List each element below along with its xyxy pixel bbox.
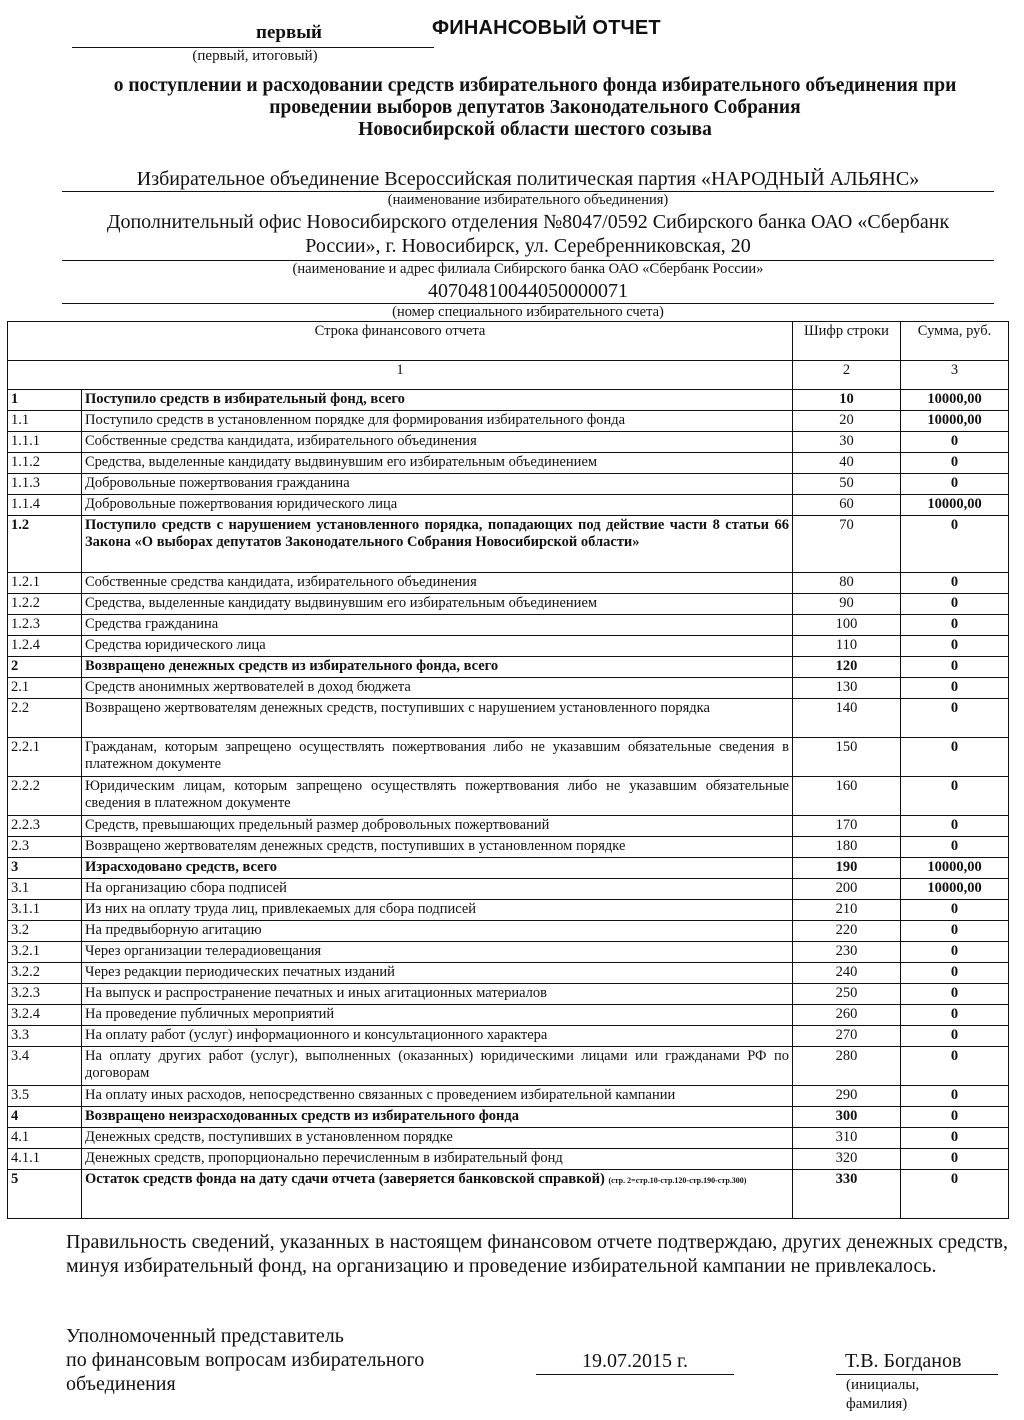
row-label-text: Средств анонимных жертвователей в доход бюджета (85, 679, 411, 695)
table-row (8, 474, 1009, 495)
row-label-text: На предвыборную агитацию (85, 922, 262, 938)
row-label-text: Собственные средства кандидата, избирательного объединения (85, 433, 477, 449)
table-row (8, 453, 1009, 474)
row-label (82, 1047, 793, 1086)
table-row (8, 777, 1009, 816)
row-number: 2.3 (8, 837, 82, 858)
row-label (82, 1086, 793, 1107)
row-number: 3.1.1 (8, 900, 82, 921)
row-label (82, 453, 793, 474)
row-sum: 0 (901, 963, 1009, 984)
row-number: 3.2.4 (8, 1005, 82, 1026)
bank-address-caption: (наименование и адрес филиала Сибирского банка ОАО «Сбербанк России» (292, 261, 764, 277)
row-label-text: Добровольные пожертвования юридического лица (85, 496, 398, 512)
row-sum: 10000,00 (901, 879, 1009, 900)
row-code: 60 (793, 495, 901, 516)
row-number: 2.2 (8, 699, 82, 738)
row-label-text: Средства юридического лица (85, 637, 266, 653)
column-number-1: 1 (8, 361, 793, 390)
table-row (8, 1170, 1009, 1219)
row-code: 310 (793, 1128, 901, 1149)
row-number: 3 (8, 858, 82, 879)
row-number: 3.2 (8, 921, 82, 942)
row-label-text: Через организации телерадиовещания (85, 943, 322, 959)
bank-address-line-1: Дополнительный офис Новосибирского отделения №8047/0592 Сибирского банка ОАО «Сбербанк (106, 211, 950, 233)
row-sum: 10000,00 (901, 858, 1009, 879)
representative-label (66, 1324, 466, 1396)
table-header-row (8, 322, 1009, 361)
row-sum: 10000,00 (901, 411, 1009, 432)
row-sum: 0 (901, 699, 1009, 738)
row-sum: 0 (901, 1170, 1009, 1219)
signatory-name-caption: (инициалы, фамилия) (846, 1377, 920, 1412)
table-row (8, 816, 1009, 837)
row-number: 3.2.1 (8, 942, 82, 963)
table-row (8, 963, 1009, 984)
row-label (82, 573, 793, 594)
row-label (82, 390, 793, 411)
table-row (8, 900, 1009, 921)
row-label-text: Поступило средств в установленном порядке для формирования избирательного фонда (85, 412, 626, 428)
row-sum: 0 (901, 1128, 1009, 1149)
row-code: 20 (793, 411, 901, 432)
report-kind-caption: (первый, итоговый) (192, 48, 318, 64)
row-sum: 0 (901, 474, 1009, 495)
row-number: 1.1 (8, 411, 82, 432)
row-label-text: Возвращено жертвователям денежных средств, поступивших с нарушением установленного порядка (85, 700, 710, 716)
row-number: 1.2.2 (8, 594, 82, 615)
table-row (8, 390, 1009, 411)
row-sum: 0 (901, 1107, 1009, 1128)
row-code: 140 (793, 699, 901, 738)
row-label (82, 432, 793, 453)
row-code: 200 (793, 879, 901, 900)
row-number: 1.2.3 (8, 615, 82, 636)
row-number: 2.2.2 (8, 777, 82, 816)
row-label (82, 963, 793, 984)
row-sum: 0 (901, 1086, 1009, 1107)
row-label (82, 594, 793, 615)
row-sum: 0 (901, 594, 1009, 615)
row-label-text: На оплату других работ (услуг), выполненных (оказанных) юридическими лицами или гражданами РФ по договорам (85, 1048, 789, 1081)
row-sum: 0 (901, 921, 1009, 942)
row-label (82, 474, 793, 495)
row-label (82, 738, 793, 777)
row-label (82, 858, 793, 879)
row-label-text: Возвращено неизрасходованных средств из избирательного фонда (85, 1108, 519, 1124)
row-code: 300 (793, 1107, 901, 1128)
row-label-text: Добровольные пожертвования гражданина (85, 475, 350, 491)
row-sum: 0 (901, 816, 1009, 837)
row-number: 1.1.3 (8, 474, 82, 495)
row-label (82, 879, 793, 900)
row-sum: 0 (901, 1005, 1009, 1026)
table-row (8, 1005, 1009, 1026)
row-number: 3.4 (8, 1047, 82, 1086)
row-number: 4.1 (8, 1128, 82, 1149)
row-number: 2.2.1 (8, 738, 82, 777)
report-kind: первый (256, 22, 322, 43)
row-code: 260 (793, 1005, 901, 1026)
row-label-text: На оплату иных расходов, непосредственно связанных с проведением избирательной кампании (85, 1087, 676, 1103)
row-code: 190 (793, 858, 901, 879)
row-label-text: На организацию сбора подписей (85, 880, 287, 896)
table-row (8, 879, 1009, 900)
row-number: 3.2.3 (8, 984, 82, 1005)
row-label (82, 984, 793, 1005)
table-row (8, 942, 1009, 963)
row-label (82, 1107, 793, 1128)
association-name-caption: (наименование избирательного объединения) (387, 192, 669, 208)
row-code: 90 (793, 594, 901, 615)
table-row (8, 858, 1009, 879)
row-number: 1 (8, 390, 82, 411)
row-code: 170 (793, 816, 901, 837)
row-code: 160 (793, 777, 901, 816)
table-row (8, 432, 1009, 453)
header-cell-code: Шифр строки (793, 322, 901, 361)
table-row (8, 837, 1009, 858)
row-sum: 0 (901, 516, 1009, 573)
row-code: 320 (793, 1149, 901, 1170)
row-sum: 10000,00 (901, 390, 1009, 411)
signature-date-underline (536, 1374, 734, 1375)
association-name: Избирательное объединение Всероссийская политическая партия «НАРОДНЫЙ АЛЬЯНС» (136, 168, 920, 190)
representative-line-3: объединения (66, 1373, 176, 1395)
bank-address-line-2: России», г. Новосибирск, ул. Серебренниковская, 20 (305, 235, 751, 257)
header-cell-sum: Сумма, руб. (901, 322, 1009, 361)
signatory-name-underline (836, 1374, 998, 1375)
table-row (8, 1107, 1009, 1128)
row-sum: 0 (901, 615, 1009, 636)
row-label (82, 615, 793, 636)
table-row (8, 1047, 1009, 1086)
row-code: 270 (793, 1026, 901, 1047)
row-sum: 10000,00 (901, 495, 1009, 516)
document-subtitle (60, 75, 1010, 141)
row-label (82, 636, 793, 657)
row-number: 3.2.2 (8, 963, 82, 984)
row-label (82, 495, 793, 516)
row-number: 3.1 (8, 879, 82, 900)
row-label-text: Поступило средств с нарушением установленного порядка, попадающих под действие части 8 статьи 66 Закона «О выборах депутатов Законодательного Собрания Новосибирской области» (85, 517, 789, 550)
subtitle-line-3: Новосибирской области шестого созыва (358, 119, 712, 140)
table-row (8, 1086, 1009, 1107)
row-label-text: Возвращено жертвователям денежных средств, поступивших в установленном порядке (85, 838, 626, 854)
row-code: 290 (793, 1086, 901, 1107)
row-label-text: Возвращено денежных средств из избирательного фонда, всего (85, 658, 499, 674)
row-label-text: Гражданам, которым запрещено осуществлять пожертвования либо не указавшим обязательные сведения в платежном документе (85, 739, 789, 772)
row-label (82, 1005, 793, 1026)
row-code: 220 (793, 921, 901, 942)
financial-report-table (7, 321, 1009, 1219)
row-code: 250 (793, 984, 901, 1005)
table-row (8, 594, 1009, 615)
row-label (82, 1128, 793, 1149)
row-sum: 0 (901, 573, 1009, 594)
row-label-text: Средства, выделенные кандидату выдвинувшим его избирательным объединением (85, 454, 598, 470)
row-label-text: На выпуск и распространение печатных и иных агитационных материалов (85, 985, 548, 1001)
row-code: 230 (793, 942, 901, 963)
table-row (8, 495, 1009, 516)
row-code: 80 (793, 573, 901, 594)
table-row (8, 411, 1009, 432)
table-row (8, 615, 1009, 636)
row-label-text: Средств, превышающих предельный размер добровольных пожертвований (85, 817, 550, 833)
table-row (8, 678, 1009, 699)
bank-address (62, 210, 994, 258)
row-number: 1.2.1 (8, 573, 82, 594)
table-row (8, 1149, 1009, 1170)
confirmation-statement: Правильность сведений, указанных в настоящем финансовом отчете подтверждаю, других денежных средств, минуя избирательный фонд, на организацию и проведение избирательной кампании не привлекалось. (66, 1231, 1008, 1277)
row-number: 1.1.2 (8, 453, 82, 474)
table-row (8, 738, 1009, 777)
row-label-text: Собственные средства кандидата, избирательного объединения (85, 574, 477, 590)
row-code: 150 (793, 738, 901, 777)
row-code: 330 (793, 1170, 901, 1219)
account-number-caption: (номер специального избирательного счета) (392, 304, 664, 320)
row-sum: 0 (901, 942, 1009, 963)
table-row (8, 921, 1009, 942)
representative-line-2: по финансовым вопросам избирательного (66, 1349, 425, 1371)
row-label (82, 516, 793, 573)
row-number: 4.1.1 (8, 1149, 82, 1170)
row-code: 70 (793, 516, 901, 573)
subtitle-line-1: о поступлении и расходовании средств избирательного фонда избирательного объединения при (113, 75, 957, 96)
row-sum: 0 (901, 453, 1009, 474)
row-label (82, 1149, 793, 1170)
row-code: 280 (793, 1047, 901, 1086)
row-label (82, 657, 793, 678)
row-label (82, 699, 793, 738)
row-sum: 0 (901, 636, 1009, 657)
subtitle-line-2: проведении выборов депутатов Законодательного Собрания (269, 97, 801, 118)
row-number: 2.1 (8, 678, 82, 699)
row-code: 240 (793, 963, 901, 984)
row-formula-note: (стр. 2=стр.10-стр.120-стр.190-стр.300) (608, 1176, 747, 1185)
row-code: 110 (793, 636, 901, 657)
row-label-text: Из них на оплату труда лиц, привлекаемых для сбора подписей (85, 901, 477, 917)
header-cell-line: Строка финансового отчета (8, 322, 793, 361)
table-row (8, 636, 1009, 657)
row-code: 120 (793, 657, 901, 678)
row-code: 210 (793, 900, 901, 921)
document-title: ФИНАНСОВЫЙ ОТЧЕТ (432, 17, 661, 39)
table-row (8, 984, 1009, 1005)
table-row (8, 516, 1009, 573)
row-code: 100 (793, 615, 901, 636)
row-number: 1.1.1 (8, 432, 82, 453)
row-label-text: Юридическим лицам, которым запрещено осуществлять пожертвования либо не указавшим обязательные сведения в платежном документе (85, 778, 789, 811)
row-sum: 0 (901, 1047, 1009, 1086)
row-label (82, 678, 793, 699)
row-label-text: Поступило средств в избирательный фонд, всего (85, 391, 405, 407)
row-sum: 0 (901, 678, 1009, 699)
row-label-text: На проведение публичных мероприятий (85, 1006, 335, 1022)
account-number: 40704810044050000071 (428, 280, 628, 302)
row-code: 40 (793, 453, 901, 474)
table-row (8, 573, 1009, 594)
row-label (82, 1170, 793, 1219)
row-sum: 0 (901, 1026, 1009, 1047)
row-sum: 0 (901, 738, 1009, 777)
row-label-text: Средства, выделенные кандидату выдвинувшим его избирательным объединением (85, 595, 598, 611)
row-sum: 0 (901, 657, 1009, 678)
row-label (82, 1026, 793, 1047)
column-number-3: 3 (901, 361, 1009, 390)
row-label (82, 942, 793, 963)
table-row (8, 1026, 1009, 1047)
row-sum: 0 (901, 432, 1009, 453)
row-label (82, 411, 793, 432)
row-label-text: Израсходовано средств, всего (85, 859, 277, 875)
row-label-text: Средства гражданина (85, 616, 219, 632)
row-label-text: Через редакции периодических печатных изданий (85, 964, 395, 980)
column-number-2: 2 (793, 361, 901, 390)
row-sum: 0 (901, 837, 1009, 858)
representative-line-1: Уполномоченный представитель (66, 1325, 344, 1347)
table-column-numbers-row (8, 361, 1009, 390)
table-row (8, 1128, 1009, 1149)
row-label (82, 900, 793, 921)
signatory-name: Т.В. Богданов (845, 1350, 962, 1372)
row-number: 1.2.4 (8, 636, 82, 657)
row-label (82, 816, 793, 837)
row-sum: 0 (901, 777, 1009, 816)
row-code: 130 (793, 678, 901, 699)
row-code: 10 (793, 390, 901, 411)
row-sum: 0 (901, 1149, 1009, 1170)
row-label (82, 837, 793, 858)
row-number: 5 (8, 1170, 82, 1219)
row-number: 4 (8, 1107, 82, 1128)
signature-date: 19.07.2015 г. (582, 1350, 688, 1372)
row-label (82, 777, 793, 816)
row-label-text: Денежных средств, поступивших в установленном порядке (85, 1129, 453, 1145)
row-code: 50 (793, 474, 901, 495)
row-number: 1.1.4 (8, 495, 82, 516)
row-code: 180 (793, 837, 901, 858)
row-label-text: Остаток средств фонда на дату сдачи отчета (заверяется банковской справкой) (85, 1171, 605, 1187)
table-row (8, 657, 1009, 678)
row-label-text: На оплату работ (услуг) информационного и консультационного характера (85, 1027, 548, 1043)
row-code: 30 (793, 432, 901, 453)
row-number: 3.3 (8, 1026, 82, 1047)
row-number: 2 (8, 657, 82, 678)
row-number: 1.2 (8, 516, 82, 573)
row-sum: 0 (901, 900, 1009, 921)
row-number: 2.2.3 (8, 816, 82, 837)
table-row (8, 699, 1009, 738)
row-number: 3.5 (8, 1086, 82, 1107)
row-label (82, 921, 793, 942)
row-sum: 0 (901, 984, 1009, 1005)
row-label-text: Денежных средств, пропорционально перечисленным в избирательный фонд (85, 1150, 563, 1166)
